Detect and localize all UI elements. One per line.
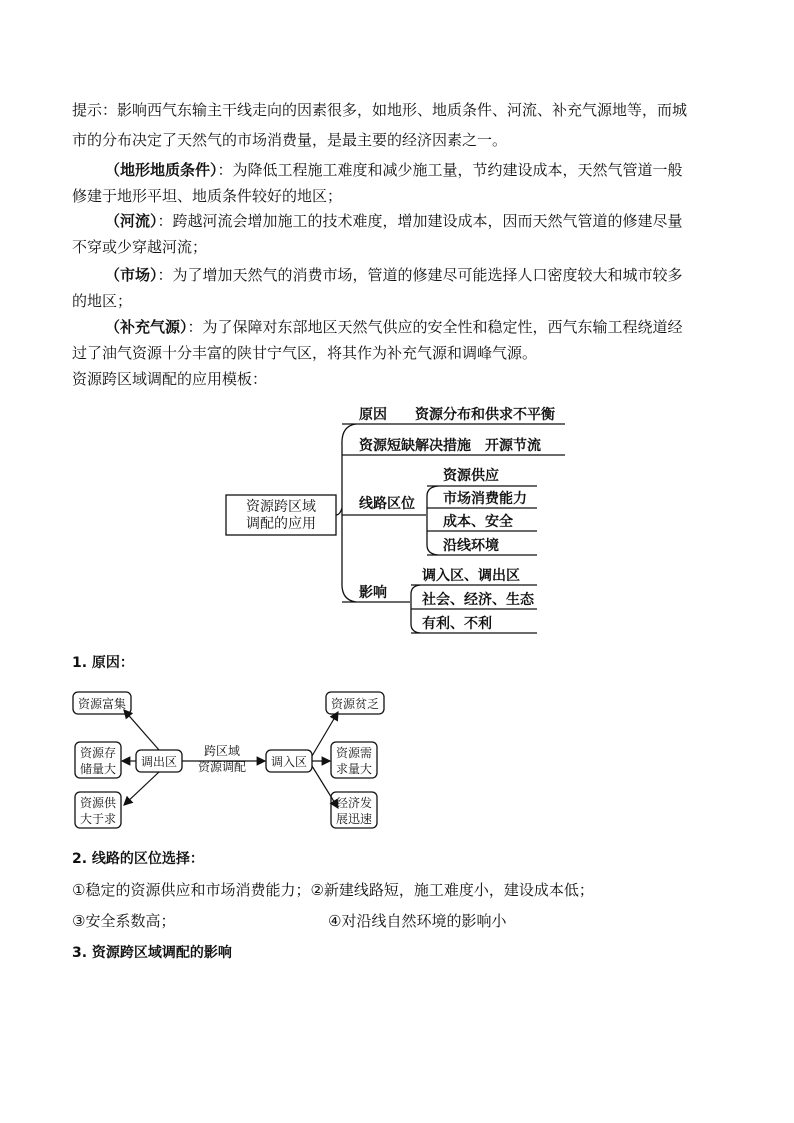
- factor-supply-cont: 过了油气资源十分丰富的陕甘宁气区，将其作为补充气源和调峰气源。: [72, 344, 538, 362]
- box-text: 资源供: [79, 796, 117, 810]
- route-line-1: ①稳定的资源供应和市场消费能力；②新建线路短，施工难度小，建设成本低；: [72, 881, 594, 899]
- mindmap-route-item: 资源供应: [443, 468, 499, 484]
- box-text: 资源需: [335, 746, 373, 760]
- box-text: 大于求: [79, 812, 117, 826]
- box-text: 经济发: [335, 796, 373, 810]
- mindmap-impact-item: 社会、经济、生态: [422, 592, 534, 608]
- route-item-3: ③安全系数高；: [72, 912, 176, 930]
- mindmap-route-item: 市场消费能力: [443, 491, 527, 507]
- box-text: 展迅速: [335, 812, 373, 826]
- arrow: [124, 710, 159, 750]
- factor-terrain-label: （地形地质条件）: [105, 161, 218, 179]
- out-region-label: 调出区: [140, 755, 178, 769]
- mindmap-route-item: 成本、安全: [443, 514, 513, 530]
- mindmap-branch-measure: 资源短缺解决措施 开源节流: [359, 438, 541, 454]
- arrow-label: 资源调配: [197, 760, 247, 774]
- template-title: 资源跨区域调配的应用模板：: [72, 370, 268, 388]
- factor-terrain-text: ：为降低工程施工难度和减少施工量，节约建设成本，天然气管道一般: [217, 161, 683, 179]
- factor-river-cont: 不穿或少穿越河流；: [72, 238, 208, 256]
- factor-market-label: （市场）: [105, 266, 158, 284]
- intro-line-2: 市的分布决定了天然气的市场消费量，是最主要的经济因素之一。: [72, 131, 508, 149]
- section-1-heading: 1. 原因：: [72, 655, 134, 671]
- route-item-4: ④对沿线自然环境的影响小: [328, 912, 507, 930]
- factor-supply-label: （补充气源）: [105, 318, 188, 336]
- in-region-label: 调入区: [270, 755, 308, 769]
- box-text: 资源贫乏: [330, 697, 380, 711]
- box-text: 资源存: [79, 746, 117, 760]
- box-text: 资源富集: [77, 697, 127, 711]
- factor-market-text: ：为了增加天然气的消费市场，管道的修建尽可能选择人口密度较大和城市较多: [157, 266, 683, 284]
- factor-river-label: （河流）: [105, 212, 158, 230]
- mindmap-root-line2: 调配的应用: [246, 516, 316, 532]
- arrow: [124, 772, 159, 805]
- mindmap-route-item: 沿线环境: [443, 538, 499, 554]
- mindmap-impact-item: 有利、不利: [422, 616, 492, 632]
- section-3-heading: 3. 资源跨区域调配的影响: [72, 945, 232, 961]
- intro-line-1: 提示：影响西气东输主干线走向的因素很多，如地形、地质条件、河流、补充气源地等，而城: [72, 101, 688, 119]
- mindmap-root-line1: 资源跨区域: [246, 499, 316, 515]
- mindmap-branch-route: 线路区位: [359, 496, 415, 512]
- factor-supply-text: ：为了保障对东部地区天然气供应的安全性和稳定性，西气东输工程绕道经: [187, 318, 683, 336]
- mindmap-branch-cause: 原因 资源分布和供求不平衡: [359, 407, 555, 423]
- arrow-label: 跨区域: [203, 744, 241, 758]
- factor-terrain-cont: 修建于地形平坦、地质条件较好的地区；: [72, 187, 343, 205]
- box-text: 储量大: [79, 762, 117, 776]
- box-text: 求量大: [335, 762, 373, 776]
- factor-river-text: ：跨越河流会增加施工的技术难度，增加建设成本，因而天然气管道的修建尽量: [157, 212, 683, 230]
- section-2-heading: 2. 线路的区位选择：: [72, 851, 204, 867]
- mindmap-branch-impact: 影响: [359, 585, 387, 601]
- factor-market-cont: 的地区；: [72, 292, 133, 310]
- mindmap-impact-item: 调入区、调出区: [422, 568, 520, 584]
